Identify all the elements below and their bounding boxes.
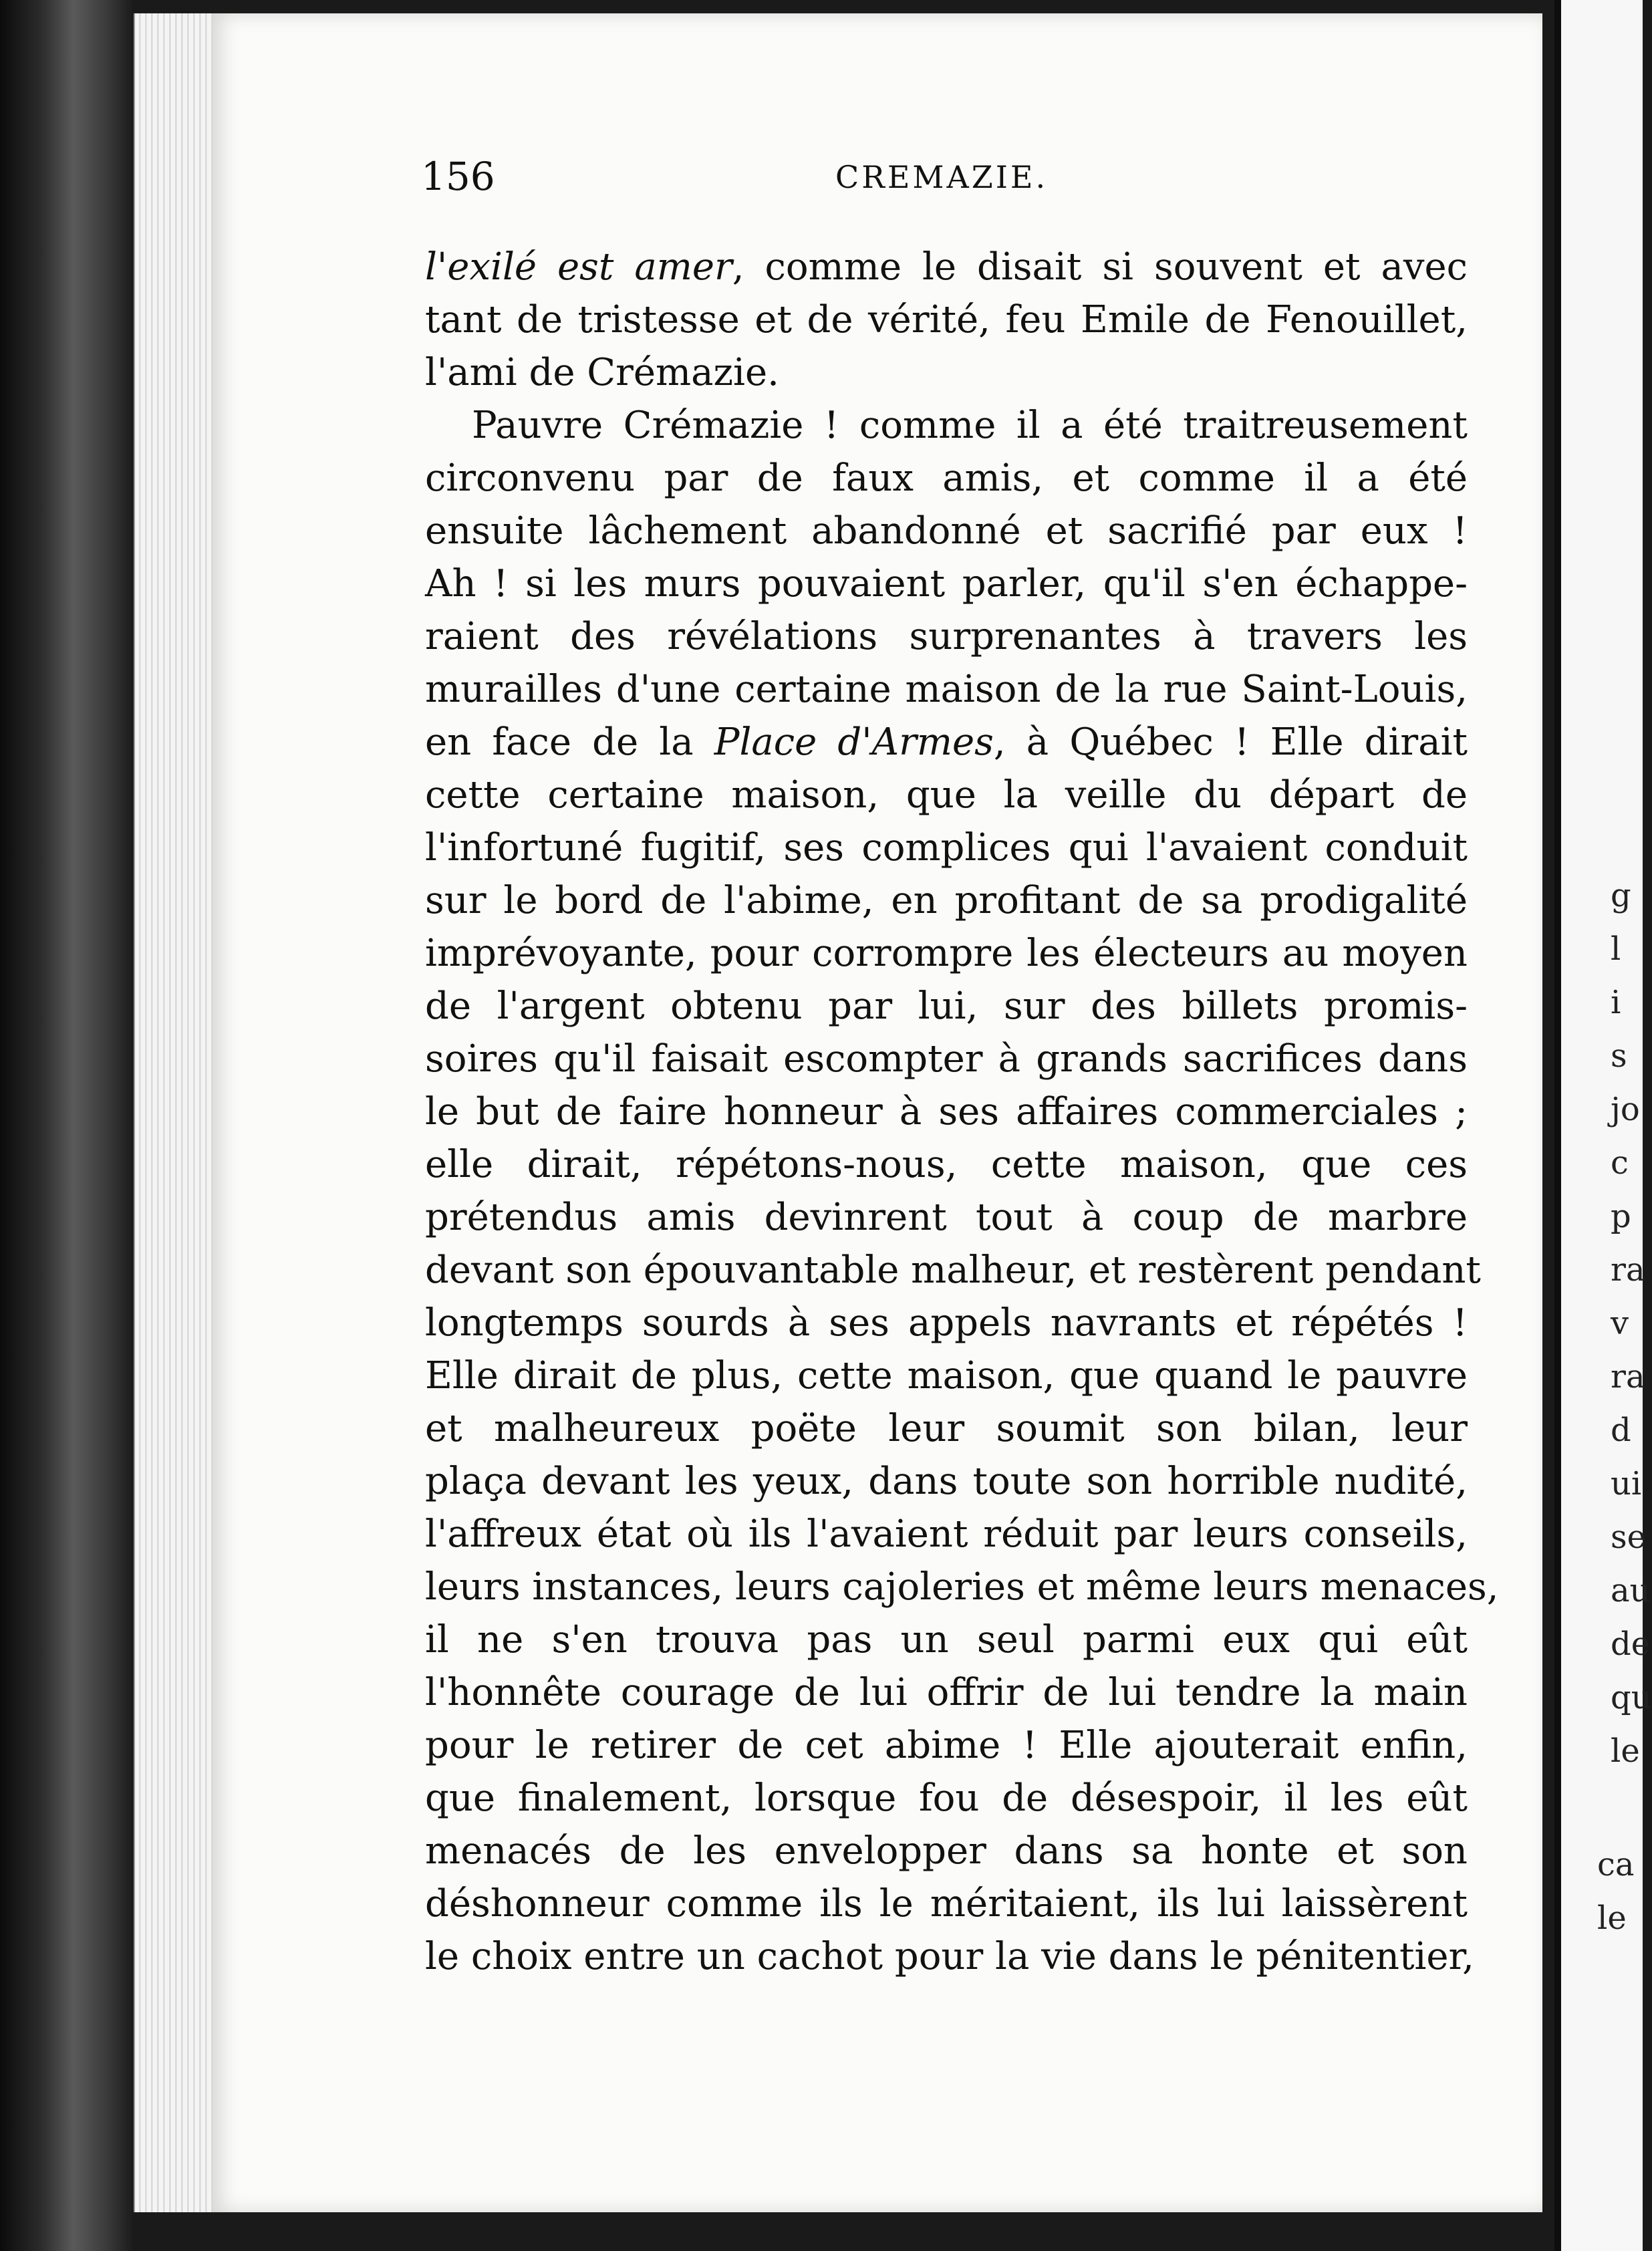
text-line: raient des révélations surprenantes à travers les bbox=[425, 615, 1468, 658]
page-header bbox=[421, 154, 1470, 207]
italic-phrase: Place d'Armes bbox=[714, 720, 994, 764]
fragment: d bbox=[1611, 1412, 1631, 1449]
body-text bbox=[425, 241, 1499, 1983]
book-spine bbox=[0, 0, 134, 2251]
italic-phrase: l'exilé est amer bbox=[425, 245, 732, 289]
fragment: de bbox=[1611, 1625, 1651, 1663]
text-line: menacés de les envelopper dans sa honte et son bbox=[425, 1829, 1468, 1873]
fragment: i bbox=[1611, 984, 1621, 1021]
text-line: Elle dirait de plus, cette maison, que quand le pauvre bbox=[425, 1354, 1468, 1398]
text-line: déshonneur comme ils le méritaient, ils lui laissèrent bbox=[425, 1882, 1468, 1926]
fragment: c bbox=[1611, 1144, 1629, 1182]
text-line: leurs instances, leurs cajoleries et même leurs menaces, bbox=[425, 1565, 1499, 1609]
fragment: l bbox=[1611, 930, 1621, 968]
facing-page-fragments bbox=[1611, 869, 1652, 1778]
text-line: circonvenu par de faux amis, et comme il a été bbox=[425, 456, 1468, 500]
fragment: ca bbox=[1597, 1846, 1635, 1883]
text-line: Ah ! si les murs pouvaient parler, qu'il s'en échappe- bbox=[425, 562, 1468, 606]
text-line: l'affreux état où ils l'avaient réduit par leurs conseils, bbox=[425, 1512, 1468, 1556]
text-run: en face de la bbox=[425, 720, 714, 764]
fragment: g bbox=[1611, 877, 1631, 914]
fragment: qu bbox=[1611, 1679, 1652, 1716]
text-run: , à Québec ! Elle dirait bbox=[993, 720, 1468, 764]
fragment: le bbox=[1597, 1899, 1627, 1937]
fragment: le bbox=[1611, 1732, 1640, 1770]
text-line: sur le bord de l'abime, en profitant de sa prodigalité bbox=[425, 879, 1468, 922]
fragment: au bbox=[1611, 1572, 1651, 1609]
text-line: tant de tristesse et de vérité, feu Emile de Fenouillet, bbox=[425, 298, 1468, 342]
running-title: CREMAZIE. bbox=[835, 159, 1049, 195]
page-edges bbox=[134, 13, 215, 2212]
text-line: devant son épouvantable malheur, et restèrent pendant bbox=[425, 1248, 1481, 1292]
text-line: imprévoyante, pour corrompre les électeurs au moyen bbox=[425, 932, 1468, 975]
fragment: v bbox=[1611, 1305, 1629, 1342]
text-line: longtemps sourds à ses appels navrants et répétés ! bbox=[425, 1301, 1468, 1345]
text-line: le choix entre un cachot pour la vie dans le pénitentier, bbox=[425, 1935, 1474, 1978]
text-line: de l'argent obtenu par lui, sur des billets promis- bbox=[425, 984, 1468, 1028]
fragment: jo bbox=[1611, 1091, 1640, 1128]
text-line bbox=[425, 241, 1468, 293]
fragment: ra bbox=[1611, 1251, 1645, 1289]
text-line: il ne s'en trouva pas un seul parmi eux qui eût bbox=[425, 1618, 1468, 1662]
text-line: l'ami de Crémazie. bbox=[425, 351, 779, 394]
fragment: p bbox=[1611, 1198, 1631, 1235]
text-run: , comme le disait si souvent et avec bbox=[732, 245, 1468, 289]
facing-page-fragments-lower bbox=[1597, 1838, 1636, 1945]
text-line: cette certaine maison, que la veille du départ de bbox=[425, 773, 1468, 817]
fragment: s bbox=[1611, 1037, 1627, 1075]
text-line bbox=[425, 716, 1468, 769]
page-number: 156 bbox=[421, 154, 495, 199]
paragraph bbox=[425, 241, 1468, 399]
text-line: l'infortuné fugitif, ses complices qui l'avaient conduit bbox=[425, 826, 1468, 870]
text-line: Pauvre Crémazie ! comme il a été traitreusement bbox=[472, 404, 1468, 447]
text-line: le but de faire honneur à ses affaires commerciales ; bbox=[425, 1090, 1468, 1134]
text-line: l'honnête courage de lui offrir de lui tendre la main bbox=[425, 1671, 1468, 1714]
text-line: que finalement, lorsque fou de désespoir, il les eût bbox=[425, 1776, 1468, 1820]
fragment: se bbox=[1611, 1518, 1647, 1556]
paragraph bbox=[425, 399, 1499, 1983]
text-line: plaça devant les yeux, dans toute son horrible nudité, bbox=[425, 1460, 1468, 1503]
text-line: soires qu'il faisait escompter à grands sacrifices dans bbox=[425, 1037, 1468, 1081]
text-line: et malheureux poëte leur soumit son bilan, leur bbox=[425, 1407, 1468, 1450]
text-line: pour le retirer de cet abime ! Elle ajouterait enfin, bbox=[425, 1724, 1468, 1767]
text-line: ensuite lâchement abandonné et sacrifié par eux ! bbox=[425, 509, 1468, 553]
text-line: murailles d'une certaine maison de la rue Saint-Louis, bbox=[425, 668, 1468, 711]
fragment: ui bbox=[1611, 1465, 1642, 1502]
text-line: prétendus amis devinrent tout à coup de marbre bbox=[425, 1196, 1468, 1239]
text-line: elle dirait, répétons-nous, cette maison, que ces bbox=[425, 1143, 1468, 1186]
fragment: ra bbox=[1611, 1358, 1645, 1396]
